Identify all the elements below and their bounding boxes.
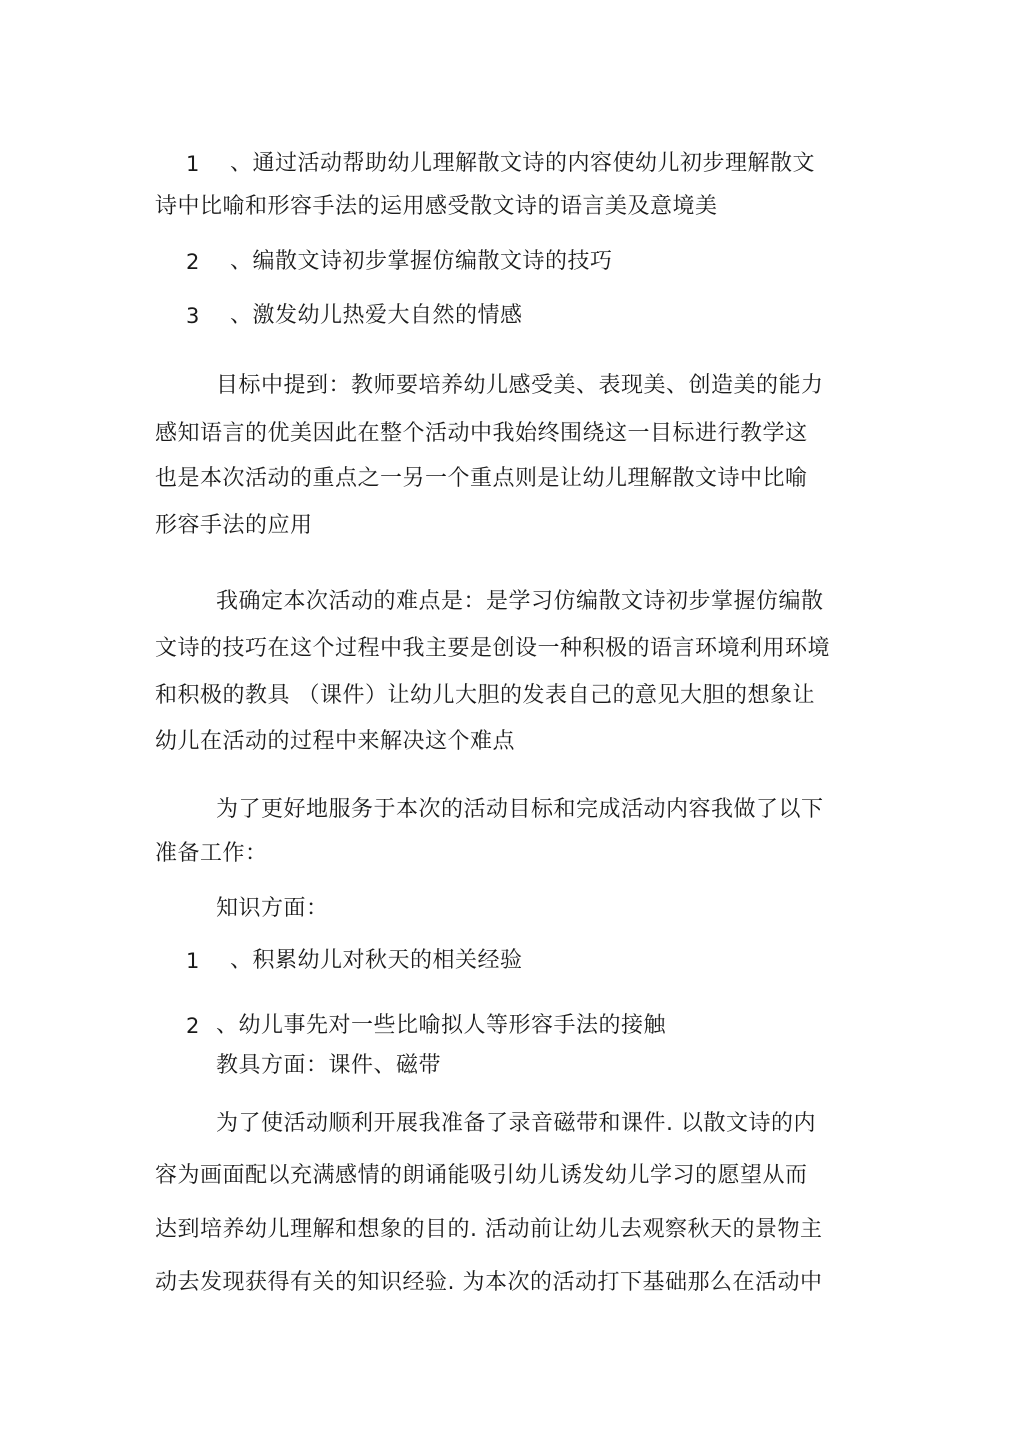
knowledge-2-text: 、幼儿事先对一些比喻拟人等形容手法的接触 — [216, 1013, 667, 1038]
goal-paragraph-line-4: 形容手法的应用 — [155, 513, 313, 538]
media-paragraph-line-1: 为了使活动顺利开展我准备了录音磁带和课件. 以散文诗的内 — [216, 1111, 816, 1136]
difficulty-paragraph-line-1: 我确定本次活动的难点是：是学习仿编散文诗初步掌握仿编散 — [216, 589, 824, 614]
knowledge-heading: 知识方面： — [216, 896, 329, 921]
objective-2-number: 2 — [186, 250, 200, 274]
objective-3-number: 3 — [186, 304, 200, 328]
difficulty-paragraph-line-2: 文诗的技巧在这个过程中我主要是创设一种积极的语言环境利用环境 — [155, 636, 831, 661]
goal-paragraph-line-1: 目标中提到：教师要培养幼儿感受美、表现美、创造美的能力 — [216, 373, 824, 398]
goal-paragraph-line-2: 感知语言的优美因此在整个活动中我始终围绕这一目标进行教学这 — [155, 421, 808, 446]
media-paragraph-line-4: 动去发现获得有关的知识经验. 为本次的活动打下基础那么在活动中 — [155, 1270, 823, 1295]
prep-paragraph-line-1: 为了更好地服务于本次的活动目标和完成活动内容我做了以下 — [216, 797, 824, 822]
objective-1-number: 1 — [186, 152, 200, 176]
objective-2-text: 、编散文诗初步掌握仿编散文诗的技巧 — [230, 249, 613, 274]
knowledge-1-text: 、积累幼儿对秋天的相关经验 — [230, 948, 523, 973]
prep-paragraph-line-2: 准备工作： — [155, 841, 268, 866]
tools-line: 教具方面：课件、磁带 — [216, 1053, 442, 1078]
objective-1-line-2: 诗中比喻和形容手法的运用感受散文诗的语言美及意境美 — [155, 194, 718, 219]
objective-3-text: 、激发幼儿热爱大自然的情感 — [230, 303, 523, 328]
knowledge-2-number: 2 — [186, 1014, 200, 1038]
knowledge-1-number: 1 — [186, 949, 200, 973]
media-paragraph-line-3: 达到培养幼儿理解和想象的目的. 活动前让幼儿去观察秋天的景物主 — [155, 1217, 823, 1242]
media-paragraph-line-2: 容为画面配以充满感情的朗诵能吸引幼儿诱发幼儿学习的愿望从而 — [155, 1163, 808, 1188]
objective-1-line-1: 、通过活动帮助幼儿理解散文诗的内容使幼儿初步理解散文 — [230, 151, 816, 176]
difficulty-paragraph-line-3: 和积极的教具 （课件）让幼儿大胆的发表自己的意见大胆的想象让 — [155, 683, 815, 708]
goal-paragraph-line-3: 也是本次活动的重点之一另一个重点则是让幼儿理解散文诗中比喻 — [155, 466, 808, 491]
difficulty-paragraph-line-4: 幼儿在活动的过程中来解决这个难点 — [155, 729, 516, 754]
